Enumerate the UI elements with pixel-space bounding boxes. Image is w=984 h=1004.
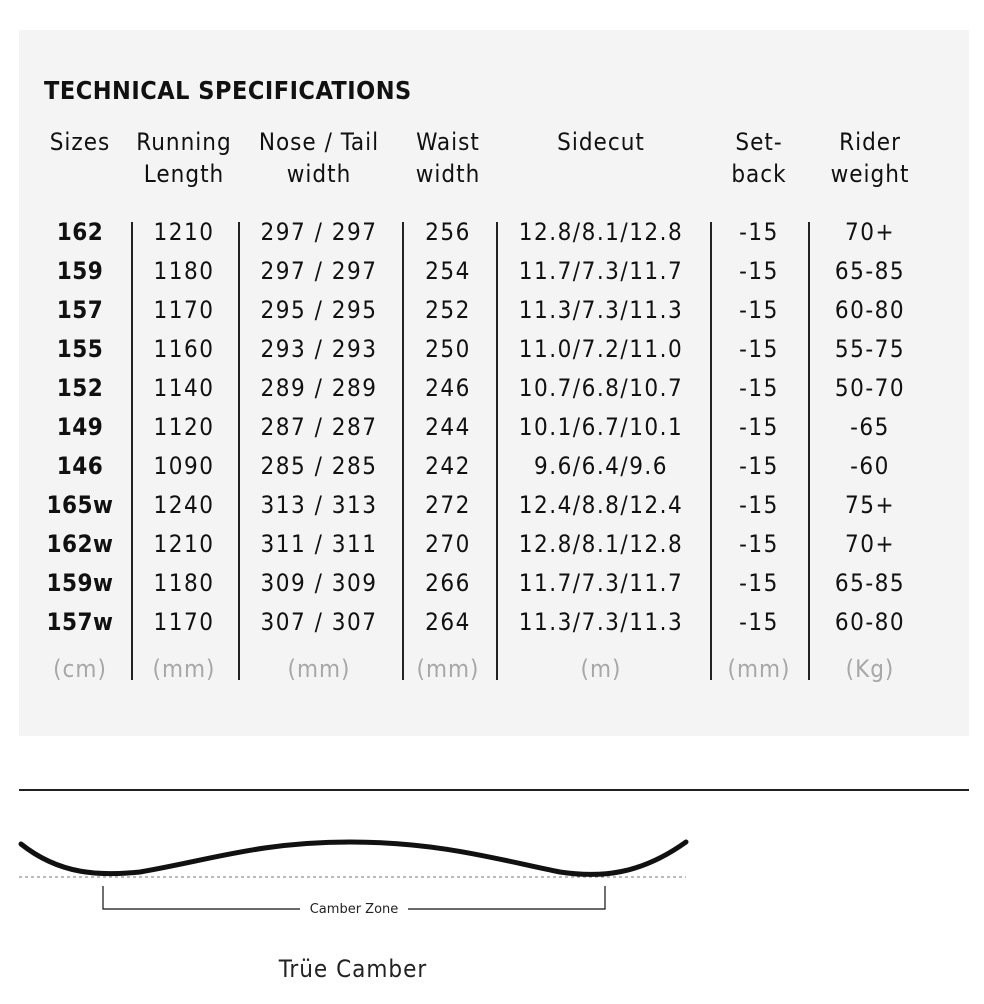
table-cell-running_length: 1210 (153, 530, 215, 558)
table-cell-running_length: 1160 (153, 335, 215, 363)
table-cell-rider_weight: 50-70 (834, 374, 906, 402)
table-cell-size: 159 (56, 257, 104, 285)
table-cell-rider_weight: 55-75 (834, 335, 906, 363)
table-cell-running_length: 1180 (153, 257, 215, 285)
table-cell-waist: 256 (425, 218, 471, 246)
table-cell-sidecut: 11.7/7.3/11.7 (518, 257, 684, 285)
table-cell-nose_tail: 311 / 311 (260, 530, 378, 558)
column-header-waist (398, 126, 498, 190)
column-header-line1: Running (136, 128, 232, 156)
table-cell-setback: -15 (739, 413, 779, 441)
column-header-running_length (129, 126, 239, 190)
column-unit-rider_weight: (Kg) (845, 655, 895, 683)
camber-zone-bracket-left (103, 886, 300, 909)
table-cell-waist: 250 (425, 335, 471, 363)
column-header-line1: Sizes (49, 128, 111, 156)
table-cell-rider_weight: 70+ (844, 530, 896, 558)
table-cell-setback: -15 (739, 257, 779, 285)
column-separator (808, 222, 810, 680)
table-cell-size: 149 (56, 413, 104, 441)
table-cell-sidecut: 11.3/7.3/11.3 (518, 296, 684, 324)
table-cell-nose_tail: 289 / 289 (260, 374, 378, 402)
table-cell-rider_weight: 75+ (844, 491, 896, 519)
table-cell-rider_weight: 65-85 (834, 569, 906, 597)
table-cell-waist: 244 (425, 413, 471, 441)
table-cell-running_length: 1170 (153, 296, 215, 324)
table-cell-nose_tail: 309 / 309 (260, 569, 378, 597)
table-cell-size: 157 (56, 296, 104, 324)
column-unit-size: (cm) (53, 655, 107, 683)
table-cell-nose_tail: 307 / 307 (260, 608, 378, 636)
column-unit-setback: (mm) (727, 655, 791, 683)
table-cell-sidecut: 9.6/6.4/9.6 (533, 452, 669, 480)
table-cell-running_length: 1240 (153, 491, 215, 519)
column-header-line2: width (286, 160, 352, 188)
column-separator (238, 222, 240, 680)
table-cell-waist: 242 (425, 452, 471, 480)
table-cell-size: 146 (56, 452, 104, 480)
column-header-line2: back (731, 160, 787, 188)
column-header-sidecut (511, 126, 691, 158)
column-header-line2: Length (143, 160, 225, 188)
table-cell-size: 157w (46, 608, 114, 636)
column-separator (710, 222, 712, 680)
column-header-line1: Sidecut (557, 128, 645, 156)
camber-zone-bracket-right (408, 886, 605, 909)
column-header-line2: weight (830, 160, 910, 188)
profile-name: Trüe Camber (278, 955, 428, 983)
table-cell-rider_weight: 65-85 (834, 257, 906, 285)
table-cell-waist: 266 (425, 569, 471, 597)
table-cell-sidecut: 10.1/6.7/10.1 (518, 413, 684, 441)
table-cell-waist: 254 (425, 257, 471, 285)
page-title: TECHNICAL SPECIFICATIONS (44, 76, 412, 105)
table-cell-waist: 272 (425, 491, 471, 519)
table-cell-waist: 270 (425, 530, 471, 558)
table-cell-sidecut: 12.4/8.8/12.4 (518, 491, 684, 519)
camber-zone-label: Camber Zone (309, 902, 399, 917)
table-cell-size: 165w (46, 491, 114, 519)
table-cell-setback: -15 (739, 569, 779, 597)
table-cell-setback: -15 (739, 530, 779, 558)
table-cell-running_length: 1090 (153, 452, 215, 480)
column-header-nose_tail (244, 126, 394, 190)
table-cell-nose_tail: 297 / 297 (260, 218, 378, 246)
table-cell-setback: -15 (739, 296, 779, 324)
column-unit-running_length: (mm) (152, 655, 216, 683)
table-cell-sidecut: 12.8/8.1/12.8 (518, 530, 684, 558)
table-cell-rider_weight: -60 (850, 452, 890, 480)
column-header-line1: Nose / Tail (258, 128, 380, 156)
table-cell-rider_weight: 60-80 (834, 296, 906, 324)
table-cell-nose_tail: 287 / 287 (260, 413, 378, 441)
column-separator (402, 222, 404, 680)
table-cell-nose_tail: 285 / 285 (260, 452, 378, 480)
table-cell-setback: -15 (739, 452, 779, 480)
table-cell-size: 162 (56, 218, 104, 246)
table-cell-nose_tail: 295 / 295 (260, 296, 378, 324)
table-cell-rider_weight: -65 (850, 413, 890, 441)
table-cell-sidecut: 10.7/6.8/10.7 (518, 374, 684, 402)
camber-profile-diagram (0, 820, 700, 930)
divider (19, 789, 969, 791)
table-cell-running_length: 1120 (153, 413, 215, 441)
column-unit-waist: (mm) (416, 655, 480, 683)
column-header-line1: Waist (416, 128, 480, 156)
column-unit-sidecut: (m) (580, 655, 622, 683)
table-cell-setback: -15 (739, 335, 779, 363)
table-cell-setback: -15 (739, 491, 779, 519)
table-cell-nose_tail: 313 / 313 (260, 491, 378, 519)
table-cell-nose_tail: 293 / 293 (260, 335, 378, 363)
table-cell-sidecut: 12.8/8.1/12.8 (518, 218, 684, 246)
column-header-line1: Rider (839, 128, 901, 156)
table-cell-rider_weight: 70+ (844, 218, 896, 246)
column-header-line2: width (415, 160, 481, 188)
table-cell-running_length: 1140 (153, 374, 215, 402)
column-header-rider_weight (815, 126, 925, 190)
table-cell-waist: 246 (425, 374, 471, 402)
column-unit-nose_tail: (mm) (287, 655, 351, 683)
table-cell-size: 155 (56, 335, 104, 363)
table-cell-size: 152 (56, 374, 104, 402)
table-cell-size: 162w (46, 530, 114, 558)
table-cell-nose_tail: 297 / 297 (260, 257, 378, 285)
table-cell-rider_weight: 60-80 (834, 608, 906, 636)
table-cell-setback: -15 (739, 608, 779, 636)
table-cell-sidecut: 11.3/7.3/11.3 (518, 608, 684, 636)
column-header-line1: Set- (735, 128, 783, 156)
table-cell-setback: -15 (739, 218, 779, 246)
board-profile-curve (21, 842, 686, 874)
table-cell-size: 159w (46, 569, 114, 597)
table-cell-waist: 264 (425, 608, 471, 636)
column-separator (496, 222, 498, 680)
table-cell-running_length: 1180 (153, 569, 215, 597)
column-separator (131, 222, 133, 680)
column-header-setback (719, 126, 799, 190)
table-cell-setback: -15 (739, 374, 779, 402)
table-cell-waist: 252 (425, 296, 471, 324)
table-cell-sidecut: 11.7/7.3/11.7 (518, 569, 684, 597)
table-cell-sidecut: 11.0/7.2/11.0 (518, 335, 684, 363)
column-header-size (45, 126, 115, 158)
table-cell-running_length: 1210 (153, 218, 215, 246)
table-cell-running_length: 1170 (153, 608, 215, 636)
